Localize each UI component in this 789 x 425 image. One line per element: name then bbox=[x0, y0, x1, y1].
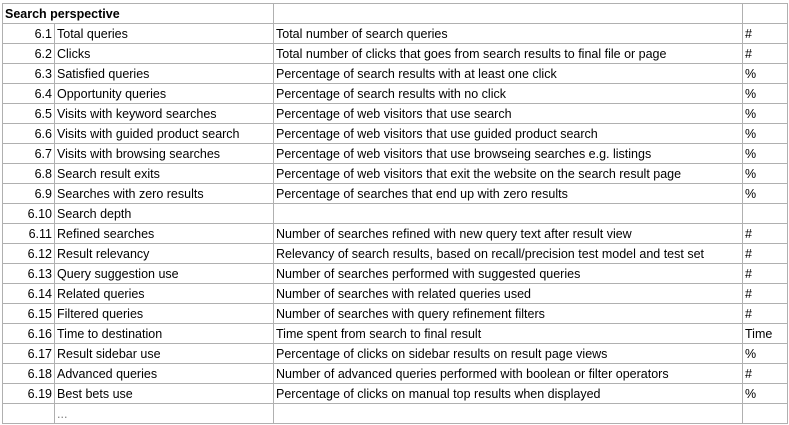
metric-description: Percentage of web visitors that use browseing searches e.g. listings bbox=[274, 144, 743, 164]
metric-unit: # bbox=[743, 284, 788, 304]
metric-unit: # bbox=[743, 304, 788, 324]
metric-description: Percentage of clicks on manual top results when displayed bbox=[274, 384, 743, 404]
metric-number: 6.8 bbox=[3, 164, 55, 184]
table-row bbox=[3, 64, 788, 84]
metric-name: Opportunity queries bbox=[55, 84, 274, 104]
metric-unit: % bbox=[743, 64, 788, 84]
metric-unit: # bbox=[743, 364, 788, 384]
metric-unit: % bbox=[743, 144, 788, 164]
metric-name: Visits with keyword searches bbox=[55, 104, 274, 124]
header-row bbox=[3, 4, 788, 24]
table-row bbox=[3, 364, 788, 384]
metric-unit bbox=[743, 204, 788, 224]
metric-name: Visits with browsing searches bbox=[55, 144, 274, 164]
ellipsis-row bbox=[3, 404, 788, 424]
metric-name: Refined searches bbox=[55, 224, 274, 244]
metric-unit: Time bbox=[743, 324, 788, 344]
metric-description: Percentage of web visitors that exit the website on the search result page bbox=[274, 164, 743, 184]
empty-cell bbox=[743, 404, 788, 424]
metric-unit: # bbox=[743, 264, 788, 284]
metric-description: Number of searches performed with suggested queries bbox=[274, 264, 743, 284]
metric-name: Search depth bbox=[55, 204, 274, 224]
metric-description: Time spent from search to final result bbox=[274, 324, 743, 344]
metric-unit: # bbox=[743, 44, 788, 64]
table-row bbox=[3, 224, 788, 244]
table-row bbox=[3, 144, 788, 164]
metric-name: Result relevancy bbox=[55, 244, 274, 264]
metric-unit: % bbox=[743, 344, 788, 364]
metric-description: Percentage of web visitors that use search bbox=[274, 104, 743, 124]
table-row bbox=[3, 384, 788, 404]
metric-unit: % bbox=[743, 124, 788, 144]
metric-description: Relevancy of search results, based on recall/precision test model and test set bbox=[274, 244, 743, 264]
table-row bbox=[3, 324, 788, 344]
metric-number: 6.15 bbox=[3, 304, 55, 324]
metric-unit: % bbox=[743, 384, 788, 404]
table-row bbox=[3, 124, 788, 144]
metric-name: Satisfied queries bbox=[55, 64, 274, 84]
metric-number: 6.10 bbox=[3, 204, 55, 224]
metric-description bbox=[274, 204, 743, 224]
metric-name: Clicks bbox=[55, 44, 274, 64]
metric-number: 6.11 bbox=[3, 224, 55, 244]
empty-cell bbox=[3, 404, 55, 424]
table-row bbox=[3, 264, 788, 284]
metric-description: Total number of search queries bbox=[274, 24, 743, 44]
metric-name: Visits with guided product search bbox=[55, 124, 274, 144]
table-row bbox=[3, 344, 788, 364]
metric-number: 6.6 bbox=[3, 124, 55, 144]
metric-name: Best bets use bbox=[55, 384, 274, 404]
metric-description: Percentage of web visitors that use guided product search bbox=[274, 124, 743, 144]
metric-number: 6.14 bbox=[3, 284, 55, 304]
table-row bbox=[3, 184, 788, 204]
metric-unit: # bbox=[743, 24, 788, 44]
metric-unit: # bbox=[743, 224, 788, 244]
metric-number: 6.13 bbox=[3, 264, 55, 284]
metric-name: Result sidebar use bbox=[55, 344, 274, 364]
metric-number: 6.2 bbox=[3, 44, 55, 64]
metric-description: Percentage of search results with at least one click bbox=[274, 64, 743, 84]
empty-cell bbox=[274, 404, 743, 424]
table-row bbox=[3, 24, 788, 44]
metric-description: Percentage of clicks on sidebar results on result page views bbox=[274, 344, 743, 364]
metric-number: 6.3 bbox=[3, 64, 55, 84]
metric-number: 6.9 bbox=[3, 184, 55, 204]
metric-description: Number of searches with query refinement filters bbox=[274, 304, 743, 324]
table-row bbox=[3, 284, 788, 304]
metric-description: Percentage of search results with no click bbox=[274, 84, 743, 104]
metric-unit: % bbox=[743, 84, 788, 104]
ellipsis-text: ... bbox=[55, 404, 274, 424]
metric-name: Advanced queries bbox=[55, 364, 274, 384]
metric-name: Filtered queries bbox=[55, 304, 274, 324]
metric-number: 6.16 bbox=[3, 324, 55, 344]
metric-unit: % bbox=[743, 164, 788, 184]
metric-number: 6.17 bbox=[3, 344, 55, 364]
table-row bbox=[3, 204, 788, 224]
table-row bbox=[3, 244, 788, 264]
metric-description: Number of searches with related queries used bbox=[274, 284, 743, 304]
header-empty-cell bbox=[274, 4, 743, 24]
metric-name: Searches with zero results bbox=[55, 184, 274, 204]
table-row bbox=[3, 84, 788, 104]
table-row bbox=[3, 44, 788, 64]
table-title: Search perspective bbox=[3, 4, 274, 24]
metric-unit: % bbox=[743, 104, 788, 124]
metric-unit: # bbox=[743, 244, 788, 264]
metric-number: 6.1 bbox=[3, 24, 55, 44]
metric-name: Related queries bbox=[55, 284, 274, 304]
metric-unit: % bbox=[743, 184, 788, 204]
metric-name: Total queries bbox=[55, 24, 274, 44]
metric-number: 6.7 bbox=[3, 144, 55, 164]
metric-description: Total number of clicks that goes from search results to final file or page bbox=[274, 44, 743, 64]
table-row bbox=[3, 164, 788, 184]
metric-number: 6.18 bbox=[3, 364, 55, 384]
metric-number: 6.12 bbox=[3, 244, 55, 264]
metric-name: Time to destination bbox=[55, 324, 274, 344]
metric-name: Query suggestion use bbox=[55, 264, 274, 284]
table-row bbox=[3, 104, 788, 124]
metric-number: 6.5 bbox=[3, 104, 55, 124]
metric-number: 6.4 bbox=[3, 84, 55, 104]
metric-description: Number of advanced queries performed with boolean or filter operators bbox=[274, 364, 743, 384]
table-row bbox=[3, 304, 788, 324]
metric-description: Number of searches refined with new query text after result view bbox=[274, 224, 743, 244]
metric-description: Percentage of searches that end up with zero results bbox=[274, 184, 743, 204]
metric-name: Search result exits bbox=[55, 164, 274, 184]
header-empty-cell bbox=[743, 4, 788, 24]
metrics-table bbox=[2, 3, 788, 424]
metric-number: 6.19 bbox=[3, 384, 55, 404]
